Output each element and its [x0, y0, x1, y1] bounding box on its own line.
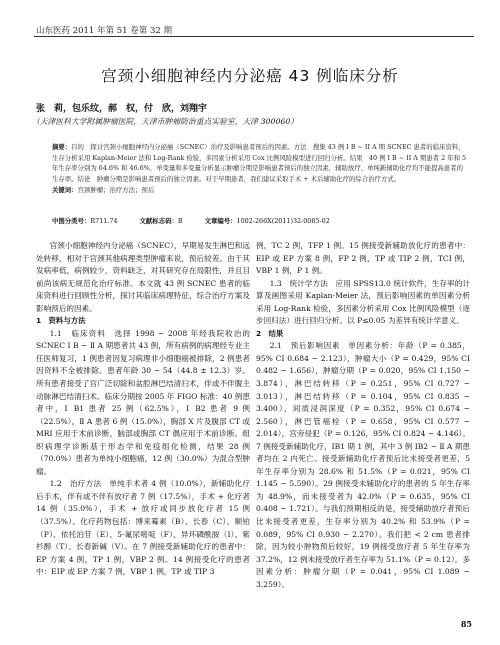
doc-code-field [140, 216, 183, 225]
body-paragraph: 1.2 治疗方法 单纯手术者 4 例（10.0%），新辅助化疗后手术，伴有或不伴有放疗者 7 例（17.5%），手术 + 化疗者 14 例（35.0%），手术 + 放疗或同步放化疗者 15 例（37.5%）。化疗药物包括：博来霉素（B）、长春（C）、顺铂（P）、依托泊苷（E）、5-氟尿嘧啶（F）、异环磷酰胺（I）、紫杉醇（T）、长春新碱（V）。在 7 例接受新辅助化疗的患者中：EP 方案 4 例，TP 1 例，VBP 2 例。14 例接受化疗的患者中：EIP 或 EP 方案 7 例，VBP 1 例，TP 或 TIP 3 [36, 479, 250, 577]
body-paragraph: 1.3 统计学方法 应用 SPSS13.0 统计软件，生存率的计算及画图采用 Kaplan-Meier 法，预后影响因素的单因素分析采用 Log-Rank 检验，多因素分析采用 Cox 比例风险模型（逐步回归法）进行回归分析。以 P≤0.05 为差异有统计学意义。 [256, 278, 470, 326]
classification-line [52, 216, 472, 225]
article-title: 宫颈小细胞神经内分泌癌 43 例临床分析 [101, 67, 399, 85]
author-affiliation: （天津医科大学附属肿瘤医院，天津市肿瘤防治重点实验室，天津 300060） [32, 117, 299, 126]
abstract-block [52, 142, 468, 196]
keywords-line [52, 185, 468, 196]
clc-value: R711.74 [90, 217, 118, 225]
body-column-left [36, 240, 250, 579]
article-authors: 张 莉，包乐纹，郝 权，付 欣，刘翔宇 [36, 104, 208, 114]
keywords-label: 关键词： [52, 186, 78, 195]
header-divider [34, 36, 474, 37]
article-id-value: 1002-266X(2011)32-0085-02 [236, 217, 330, 225]
doc-code-value: B [177, 217, 183, 225]
keywords-text: 宫颈肿瘤；治疗方法；预后 [77, 186, 155, 195]
abstract-paragraph [52, 142, 468, 184]
page-number: 85 [460, 619, 472, 629]
clc-field [52, 216, 118, 225]
article-id-field [205, 216, 330, 225]
body-paragraph: 例，TC 2 例，TFP 1 例。15 例接受新辅助放化疗的患者中：EIP 或 EP 方案 8 例，FP 2 例，TP 或 TIP 2 例，TCI 例，VBP 1 例，P 1 例。 [256, 241, 470, 276]
section-heading: 2 结果 [256, 328, 284, 338]
abstract-text: 目的 探讨宫颈小细胞神经内分泌癌（SCNEC）治疗及影响患者预后的因素。方法 搜集 43 例 I B ~ II A 期 SCNEC 患者的临床资料，生存分析采用 Kaplan-Meier 法和 Log-Rank 检验，多因素分析采用 Cox 比例风险模型进行回归分析。结果 40 例 I B ~ II A 期患者 2 年和 5 年生存率分别为 64.6% 和 46.6%，单变量和多变量分析显示肿瘤分期是影响患者预后的独立因素，辅助放疗、单纯新辅助化疗均不能提高患者的生存率。结论 肿瘤分期是影响患者预后的独立因素。对于早期患者，我们建议采取手术 + 术后辅助化疗的综合治疗方式。 [52, 143, 467, 183]
clc-label: 中图分类号： [52, 217, 91, 225]
article-id-label: 文章编号： [204, 217, 237, 225]
body-paragraph: 2.1 预后影响因素 单因素分析：年龄（P = 0.385，95% CI 0.684 ~ 2.123），肿瘤大小（P = 0.429，95% CI 0.482 ~ 1.656），肿瘤分期（P = 0.020，95% CI 1.150 ~ 3.874），淋巴结转移（P = 0.251，95% CI 0.727 ~ 3.013），淋巴结转移（P = 0.104，95% CI 0.835 ~ 3.400），间质浸润深度（P = 0.352，95% CI 0.674 ~ 2.560），淋巴管癌栓（P = 0.658，95% CI 0.577 ~ 2.014），宫旁侵犯（P = 0.126，95% CI 0.824 ~ 4.146）。7 例接受新辅助化疗，IB1 期 1 例，其中 3 例 IB2 ~ Ⅱ A 期患者均在 2 内死亡。接受新辅助化疗者预后比未接受者更差，5 年生存率分别为 28.6% 和 51.5%（P = 0.021，95% CI 1.145 ~ 5.590）。29 例接受未辅助化疗的患者的 5 年生存率为 48.9%，而未接受者为 42.0%（P = 0.635，95% CI 0.408 ~ 1.721）。与我们预期相反的是，接受辅助放疗者预后比未接受者更差，生存率分别为 40.2% 和 53.9%（P = 0.089，95% CI 0.930 ~ 2.270）。我们把 < 2 cm 患者排除，因为较小肿物预后较好，19 例接受放疗者 5 年生存率为 37.2%，12 例未接受放疗者生存率为 51.1%（P = 0.12）。多因素分析：肿瘤分期（P = 0.041，95% CI 1.089 ~ 3.259）。 [256, 341, 470, 589]
abstract-label: 摘要： [52, 143, 72, 151]
body-column-right [256, 240, 470, 591]
doc-code-label: 文献标志码： [139, 217, 178, 225]
journal-running-head: 山东医药 2011 年第 51 卷第 32 期 [36, 26, 172, 36]
body-paragraph: 宫颈小细胞神经内分泌癌（SCNEC），早期易发生淋巴和远处转移，相对于宫颈其他病理类型肿瘤来说，预后较差。由于其发病率低，病例较少，资料缺乏，对其研究存在局限性，并且目前尚该病无规范化治疗标准。本文就 43 例 SCNEC 患者的临床资料进行回顾性分析，探讨其临床病理特征、综合治疗方案及影响预后的因素。 [36, 241, 250, 313]
section-heading: 1 资料与方法 [36, 316, 86, 326]
body-paragraph: 1.1 临床资料 选择 1998 ~ 2008 年经我院收治的 SCNEC Ⅰ B ~ Ⅱ A 期患者共 43 例，所有病例的病理经专业主任医师复习，1 例患者因复习病理非小细胞癌被排除，2 例患者因资料不全被排除。患者年龄 30 ~ 54（44.8 ± 12.3）岁。所有患者接受了宫广泛切除和盆腔淋巴结清扫术，伴或不伴腹主动脉淋巴结清扫术。临床分期按 2005 年 FIGO 标准：40 例患者中，Ⅰ B1 患者 25 例（62.5%），Ⅰ B2 患者 9 例（22.5%），Ⅱ A 患者 6 例（15.0%），胸部 X 片及腹部 CT 或 MRI 应用于术前诊断，脑部或胸部 CT 偶应用于术前诊断。组织病理学诊断基于形态学和免疫组化检测，结果 28 例（70.0%）患者为单纯小细胞癌，12 例（30.0%）为混合型肿瘤。 [36, 328, 250, 476]
